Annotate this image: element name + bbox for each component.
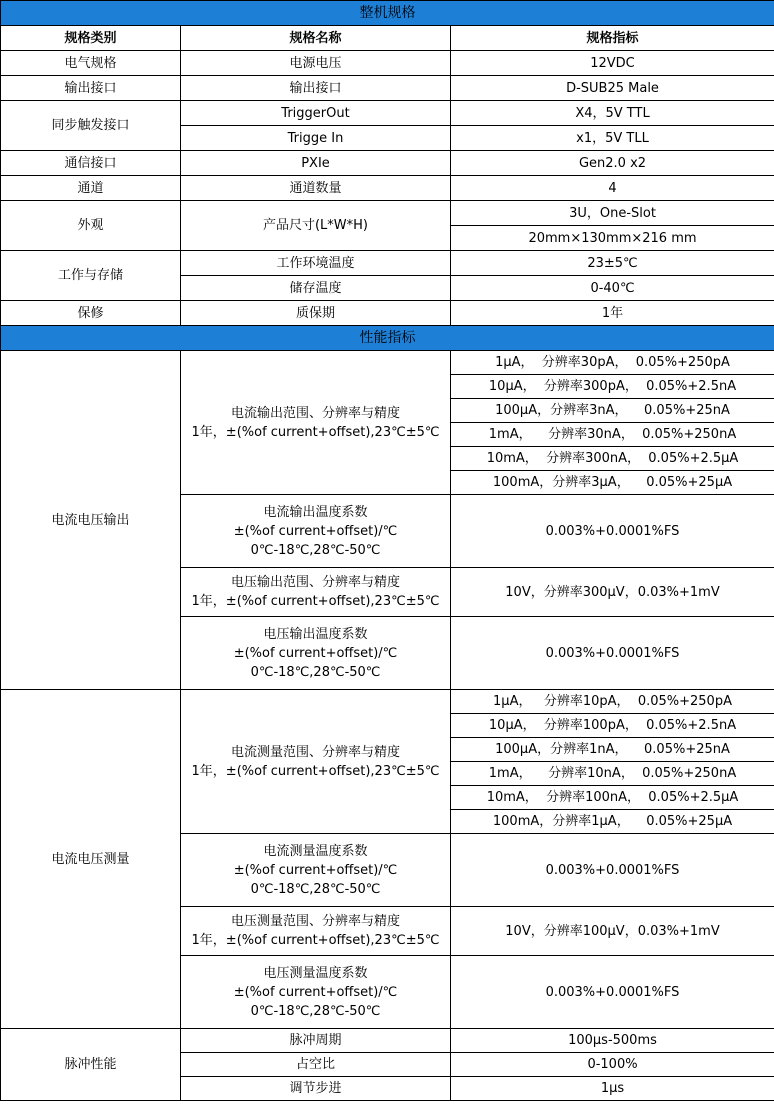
spec-name-line: ±(%of current+offset)/℃ xyxy=(233,645,398,661)
spec-value-cell: 3U，One-Slot xyxy=(451,201,774,226)
header-value: 规格指标 xyxy=(451,26,774,51)
machine-spec-title: 整机规格 xyxy=(1,1,774,26)
category-cell: 输出接口 xyxy=(1,76,181,101)
category-cell: 外观 xyxy=(1,201,181,251)
category-cell: 保修 xyxy=(1,301,181,326)
spec-name-cell: 质保期 xyxy=(181,301,451,326)
table-row xyxy=(1,76,774,101)
spec-name-cell xyxy=(181,495,451,568)
spec-name-cell xyxy=(181,907,451,956)
spec-value-cell: 10μA， 分辨率300pA， 0.05%+2.5nA xyxy=(451,375,774,399)
spec-name-cell xyxy=(181,834,451,907)
spec-value-cell: 1年 xyxy=(451,301,774,326)
category-cell: 电流电压输出 xyxy=(1,351,181,690)
spec-value-cell: 100μs-500ms xyxy=(451,1029,774,1053)
performance-title: 性能指标 xyxy=(1,326,774,351)
spec-value-cell: 1mA， 分辨率30nA， 0.05%+250nA xyxy=(451,423,774,447)
table-row xyxy=(1,51,774,76)
spec-value-cell: 12VDC xyxy=(451,51,774,76)
spec-name-cell: Trigge In xyxy=(181,126,451,151)
spec-value-cell: 10μA， 分辨率100pA， 0.05%+2.5nA xyxy=(451,714,774,738)
spec-name-cell xyxy=(181,690,451,834)
spec-name-line: 1年，±(%of current+offset),23℃±5℃ xyxy=(191,763,440,779)
spec-value-cell: 100μA，分辨率1nA， 0.05%+25nA xyxy=(451,738,774,762)
spec-name-line: 电流测量温度系数 xyxy=(263,843,368,859)
spec-value-cell: 1μA， 分辨率30pA， 0.05%+250pA xyxy=(451,351,774,375)
spec-name-cell: 电源电压 xyxy=(181,51,451,76)
spec-value-cell: 10V，分辨率100μV，0.03%+1mV xyxy=(451,907,774,956)
spec-name-cell: 工作环境温度 xyxy=(181,251,451,276)
spec-name-cell: 储存温度 xyxy=(181,276,451,301)
spec-name-cell xyxy=(181,956,451,1029)
spec-value-cell: 4 xyxy=(451,176,774,201)
spec-value-cell: 100mA，分辨率1μA， 0.05%+25μA xyxy=(451,810,774,834)
header-name: 规格名称 xyxy=(181,26,451,51)
spec-name-line: 0℃-18℃,28℃-50℃ xyxy=(250,881,381,897)
spec-value-cell: 0.003%+0.0001%FS xyxy=(451,495,774,568)
header-category: 规格类别 xyxy=(1,26,181,51)
spec-value-cell: 1μs xyxy=(451,1077,774,1101)
table-row xyxy=(1,151,774,176)
table-row xyxy=(1,176,774,201)
spec-name-cell xyxy=(181,351,451,495)
category-cell: 通信接口 xyxy=(1,151,181,176)
spec-value-cell: 0.003%+0.0001%FS xyxy=(451,617,774,690)
spec-name-line: 电压输出范围、分辨率与精度 xyxy=(230,575,400,590)
spec-value-cell: 10mA， 分辨率300nA， 0.05%+2.5μA xyxy=(451,447,774,471)
spec-value-cell: X4，5V TTL xyxy=(451,101,774,126)
spec-value-cell: D-SUB25 Male xyxy=(451,76,774,101)
spec-value-cell: 10mA， 分辨率100nA， 0.05%+2.5μA xyxy=(451,786,774,810)
spec-value-cell: 1mA， 分辨率10nA， 0.05%+250nA xyxy=(451,762,774,786)
category-cell: 脉冲性能 xyxy=(1,1029,181,1101)
spec-name-line: ±(%of current+offset)/℃ xyxy=(233,984,398,1000)
spec-name-line: 电流测量范围、分辨率与精度 xyxy=(230,744,400,760)
category-cell: 电气规格 xyxy=(1,51,181,76)
spec-value-cell: 20mm×130mm×216 mm xyxy=(451,226,774,251)
spec-name-cell: PXIe xyxy=(181,151,451,176)
spec-name-line: 0℃-18℃,28℃-50℃ xyxy=(250,664,381,680)
spec-value-cell: 100μA，分辨率3nA， 0.05%+25nA xyxy=(451,399,774,423)
spec-name-line: 0℃-18℃,28℃-50℃ xyxy=(250,542,381,558)
spec-value-cell: 0-100% xyxy=(451,1053,774,1077)
table-row xyxy=(1,101,774,126)
spec-value-cell: 0.003%+0.0001%FS xyxy=(451,834,774,907)
spec-value-cell: Gen2.0 x2 xyxy=(451,151,774,176)
spec-value-cell: 100mA，分辨率3μA， 0.05%+25μA xyxy=(451,471,774,495)
spec-name-cell: 脉冲周期 xyxy=(181,1029,451,1053)
spec-value-cell: 0.003%+0.0001%FS xyxy=(451,956,774,1029)
spec-value-cell: 0-40℃ xyxy=(451,276,774,301)
spec-name-line: 电流输出温度系数 xyxy=(263,504,368,520)
spec-name-line: 0℃-18℃,28℃-50℃ xyxy=(250,1003,381,1019)
spec-value-cell: 10V，分辨率300μV，0.03%+1mV xyxy=(451,568,774,617)
spec-name-cell: TriggerOut xyxy=(181,101,451,126)
spec-name-cell: 通道数量 xyxy=(181,176,451,201)
spec-name-line: 1年，±(%of current+offset),23℃±5℃ xyxy=(191,933,440,948)
spec-name-cell: 产品尺寸(L*W*H) xyxy=(181,201,451,251)
spec-name-cell xyxy=(181,617,451,690)
table-row xyxy=(1,251,774,276)
spec-name-cell xyxy=(181,568,451,617)
category-cell: 电流电压测量 xyxy=(1,690,181,1029)
spec-value-cell: x1，5V TLL xyxy=(451,126,774,151)
spec-name-cell: 调节步进 xyxy=(181,1077,451,1101)
category-cell: 同步触发接口 xyxy=(1,101,181,151)
spec-name-line: 1年，±(%of current+offset),23℃±5℃ xyxy=(191,594,440,609)
spec-name-line: 电流输出范围、分辨率与精度 xyxy=(230,405,400,421)
spec-name-line: 1年，±(%of current+offset),23℃±5℃ xyxy=(191,424,440,440)
spec-name-line: 电压输出温度系数 xyxy=(263,626,368,642)
spec-name-line: 电压测量温度系数 xyxy=(263,965,368,981)
category-cell: 通道 xyxy=(1,176,181,201)
table-row xyxy=(1,690,774,714)
spec-name-line: 电压测量范围、分辨率与精度 xyxy=(230,914,400,929)
table-row xyxy=(1,351,774,375)
category-cell: 工作与存储 xyxy=(1,251,181,301)
spec-value-cell: 1μA， 分辨率10pA， 0.05%+250pA xyxy=(451,690,774,714)
spec-value-cell: 23±5℃ xyxy=(451,251,774,276)
table-row xyxy=(1,1029,774,1053)
table-row xyxy=(1,301,774,326)
spec-name-line: ±(%of current+offset)/℃ xyxy=(233,523,398,539)
spec-name-cell: 占空比 xyxy=(181,1053,451,1077)
spec-name-cell: 输出接口 xyxy=(181,76,451,101)
table-row xyxy=(1,201,774,226)
spec-name-line: ±(%of current+offset)/℃ xyxy=(233,862,398,878)
